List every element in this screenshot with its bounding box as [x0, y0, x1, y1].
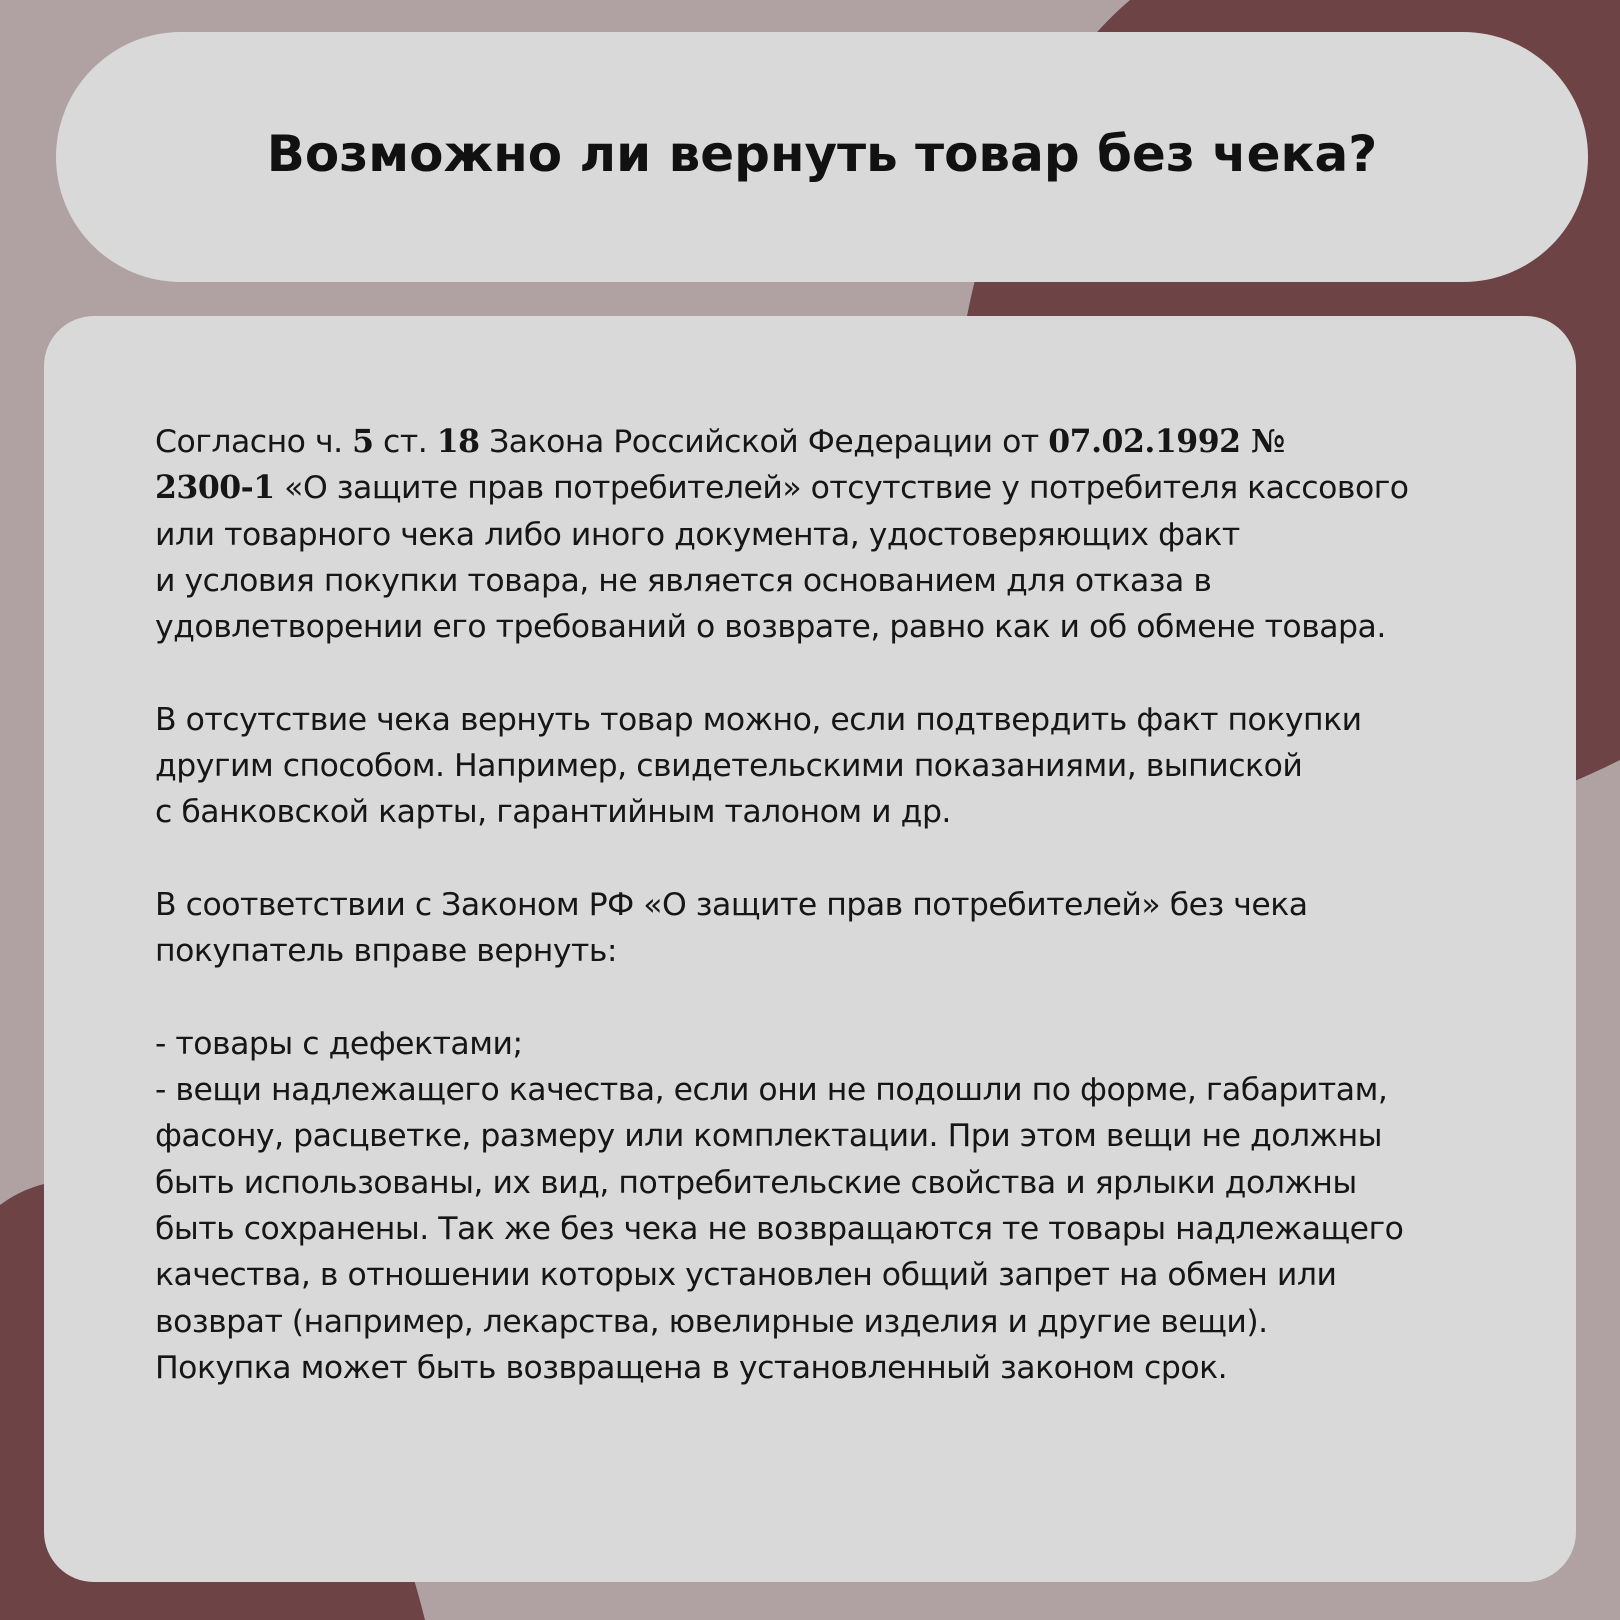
- title-card: [56, 32, 1588, 282]
- page-title: Возможно ли вернуть товар без чека?: [266, 125, 1378, 183]
- text-fragment: «О защите прав потребителей» отсутствие у потребителя кассового: [274, 470, 1409, 507]
- text-line: качества, в отношении которых установлен общий запрет на обмен или: [155, 1257, 1337, 1294]
- text-line: другим способом. Например, свидетельскими показаниями, выпиской: [155, 748, 1303, 785]
- text-fragment: Согласно ч.: [155, 424, 353, 460]
- list-item: - вещи надлежащего качества, если они не подошли по форме, габаритам,: [155, 1072, 1388, 1109]
- law-date: 07.02.1992 №: [1048, 423, 1285, 460]
- text-line: быть сохранены. Так же без чека не возвращаются те товары надлежащего: [155, 1211, 1404, 1248]
- text-fragment: ст.: [373, 424, 437, 460]
- text-line: удовлетворении его требований о возврате, равно как и об обмене товара.: [155, 609, 1386, 646]
- text-line: и условия покупки товара, не является основанием для отказа в: [155, 562, 1212, 599]
- text-line: возврат (например, лекарства, ювелирные изделия и другие вещи).: [155, 1303, 1268, 1340]
- paragraph-law-reference: [155, 419, 1535, 650]
- text-line: В отсутствие чека вернуть товар можно, если подтвердить факт покупки: [155, 701, 1362, 738]
- text-line: с банковской карты, гарантийным талоном и др.: [155, 794, 951, 831]
- text-fragment: Закона Российской Федерации от: [479, 424, 1049, 460]
- text-line: покупатель вправе вернуть:: [155, 933, 617, 970]
- text-line: или товарного чека либо иного документа, удостоверяющих факт: [155, 516, 1240, 553]
- list-item: - товары с дефектами;: [155, 1025, 523, 1062]
- article-part-number: 5: [352, 423, 374, 460]
- article-number: 18: [436, 423, 480, 460]
- returnable-items-list: [155, 1021, 1535, 1391]
- text-line: Покупка может быть возвращена в установленный законом срок.: [155, 1349, 1228, 1386]
- content-card: [44, 316, 1576, 1582]
- law-number: 2300-1: [155, 469, 275, 507]
- article-body: [155, 419, 1535, 1391]
- paragraph-rights: [155, 882, 1535, 975]
- text-line: быть использованы, их вид, потребительские свойства и ярлыки должны: [155, 1164, 1357, 1201]
- text-line: фасону, расцветке, размеру или комплектации. При этом вещи не должны: [155, 1118, 1383, 1155]
- paragraph-without-receipt: [155, 697, 1535, 836]
- text-line: В соответствии с Законом РФ «О защите прав потребителей» без чека: [155, 886, 1308, 923]
